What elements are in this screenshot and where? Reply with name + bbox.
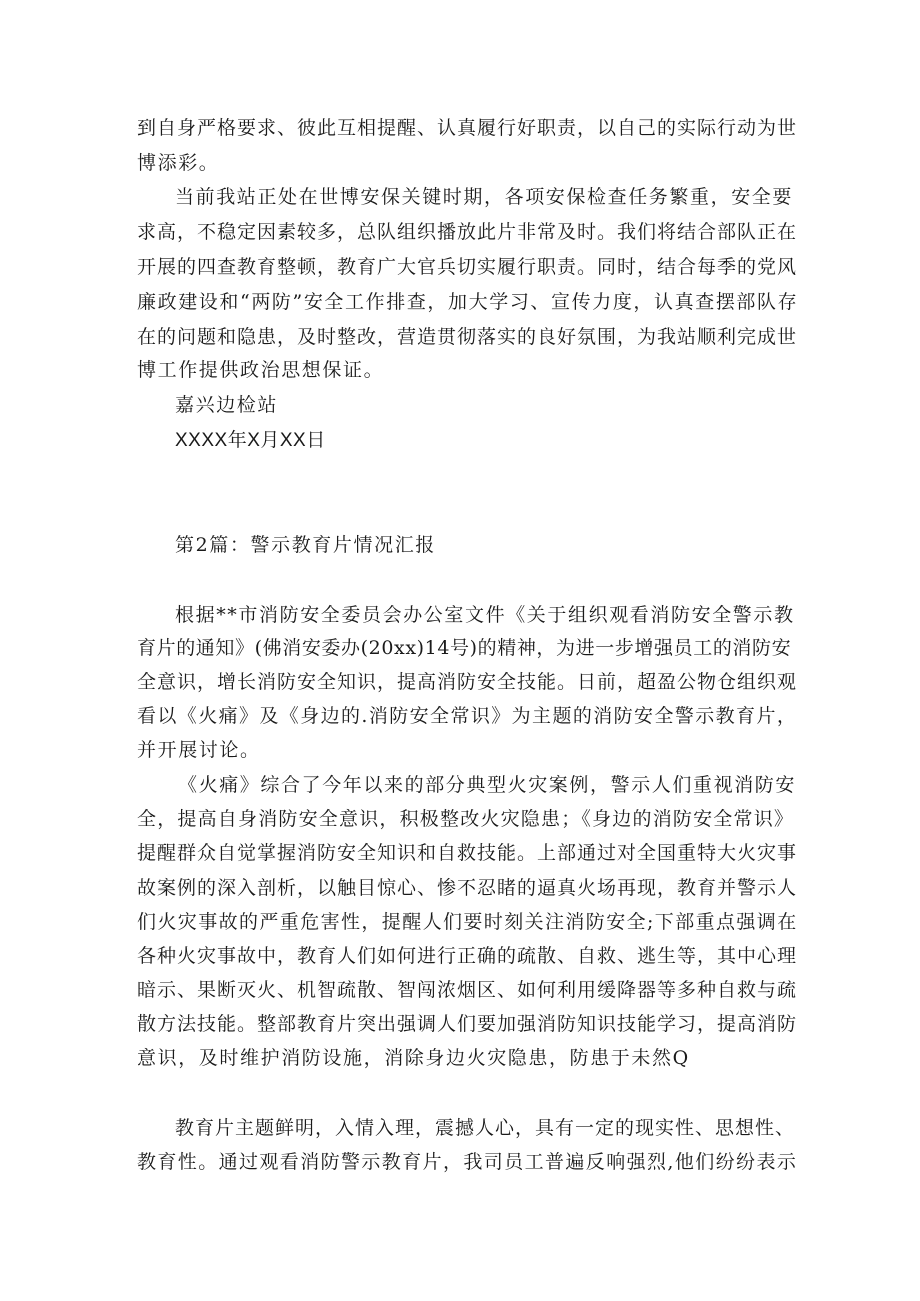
signature-org: 嘉兴边检站 [175, 394, 279, 416]
paragraph-line: 育片的通知》(佛消安委办(20xx)14号)的精神，为进一步增强员工的消防安 [137, 637, 792, 659]
paragraph-line: 教育片主题鲜明，入情入理，震撼人心，具有一定的现实性、思想性、 [175, 1117, 796, 1139]
paragraph-line: 散方法技能。整部教育片突出强调人们要加强消防知识技能学习，提高消防 [137, 1013, 798, 1035]
paragraph-line: 开展的四查教育整顿，教育广大官兵切实履行职责。同时，结合每季的党风 [137, 256, 798, 278]
paragraph-line: 们火灾事故的严重危害性，提醒人们要时刻关注消防安全;下部重点强调在 [137, 911, 798, 933]
paragraph-line: 各种火灾事故中，教育人们如何进行正确的疏散、自救、逃生等，其中心理 [137, 945, 798, 967]
paragraph-line: 廉政建设和“两防”安全工作排查，加大学习、宣传力度，认真查摆部队存 [137, 291, 799, 313]
paragraph-line: 全，提高自身消防安全意识，积极整改火灾隐患；《身边的消防安全常识》 [137, 808, 795, 830]
paragraph-line: 故案例的深入剖析，以触目惊心、惨不忍睹的逼真火场再现，教育并警示人 [137, 877, 798, 899]
signature-date: XXXX年X月XX日 [175, 430, 326, 451]
paragraph-line: 当前我站正处在世博安保关键时期，各项安保检查任务繁重，安全要 [175, 186, 794, 208]
paragraph-line: 全意识，增长消防安全知识，提高消防安全技能。日前，超盈公物仓组织观 [137, 671, 798, 693]
paragraph-line: 根据**市消防安全委员会办公室文件《关于组织观看消防安全警示教 [175, 604, 795, 626]
paragraph-line: 《火痛》综合了今年以来的部分典型火灾案例，警示人们重视消防安 [178, 774, 797, 796]
paragraph-line: 教育性。通过观看消防警示教育片，我司员工普遍反响强烈,他们纷纷表示 [137, 1151, 798, 1173]
section-heading: 第2篇：警示教育片情况汇报 [175, 534, 436, 556]
paragraph-line: 博工作提供政治思想保证。 [137, 359, 385, 381]
paragraph-line: 博添彩。 [137, 152, 220, 174]
paragraph-line: 提醒群众自觉掌握消防安全知识和自救技能。上部通过对全国重特大火灾事 [137, 842, 798, 864]
paragraph-line: 在的问题和隐患，及时整改，营造贯彻落实的良好氛围，为我站顺利完成世 [137, 326, 798, 348]
paragraph-line: 并开展讨论。 [137, 739, 261, 761]
paragraph-line: 暗示、果断灭火、机智疏散、智闯浓烟区、如何利用缓降器等多种自救与疏 [137, 979, 798, 1001]
paragraph-line: 意识，及时维护消防设施，消除身边火灾隐患，防患于未然Q [137, 1047, 690, 1069]
paragraph-line: 求高，不稳定因素较多，总队组织播放此片非常及时。我们将结合部队正在 [137, 221, 798, 243]
paragraph-line: 看以《火痛》及《身边的.消防安全常识》为主题的消防安全警示教育片， [137, 705, 798, 727]
paragraph-line: 到自身严格要求、彼此互相提醒、认真履行好职责，以自己的实际行动为世 [137, 117, 798, 139]
